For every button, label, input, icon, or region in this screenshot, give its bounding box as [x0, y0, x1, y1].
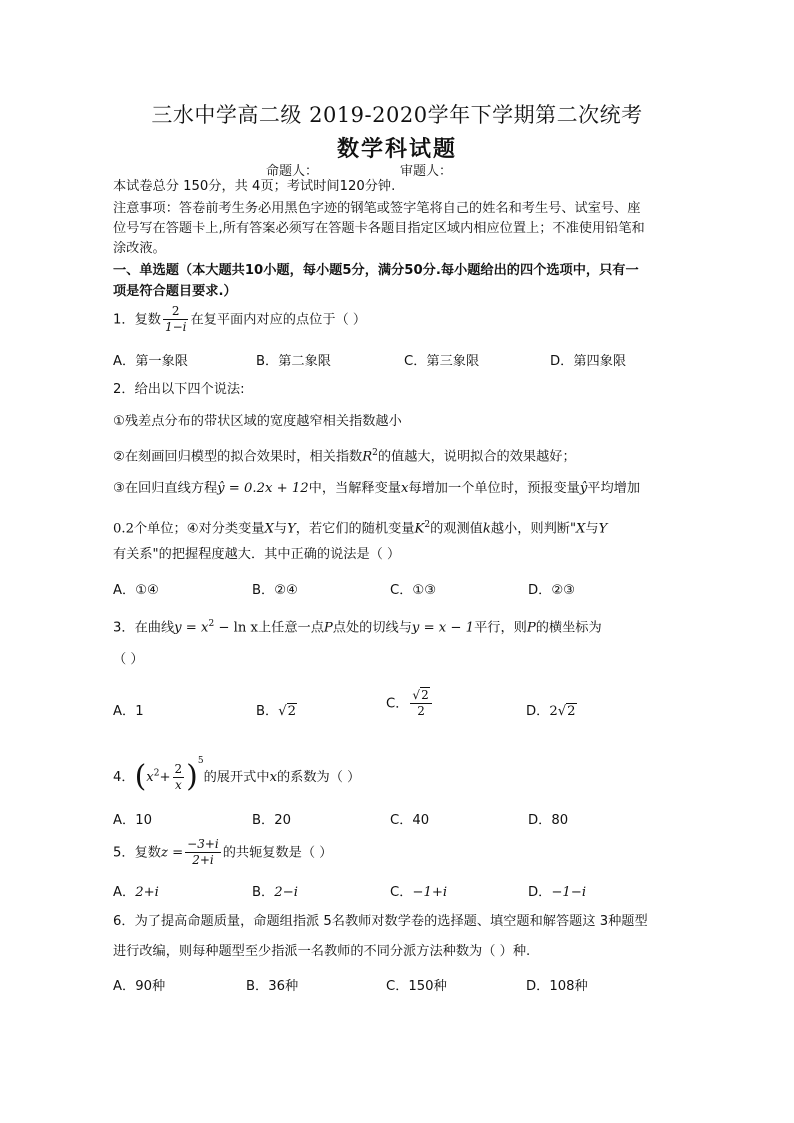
q5-option-c-value: −1+i — [412, 885, 448, 900]
q5-fraction — [185, 837, 221, 868]
q1-prefix: 1．复数 — [113, 312, 161, 328]
q5-option-b — [252, 881, 298, 900]
q5-option-a-label: A． — [113, 885, 136, 900]
q2-s4-text-c: 越小，则判断" — [490, 521, 577, 537]
intro-notice-line1: 注意事项：答卷前考生务必用黑色字迹的钢笔或签字笔将自己的姓名和考生号、试室号、座 — [113, 201, 641, 216]
q3-prefix: 3．在曲线 — [113, 620, 175, 636]
q4-option-a: A．10 — [113, 813, 152, 828]
q2-statement-3 — [113, 480, 640, 499]
q4-left-paren: ( — [134, 758, 147, 794]
q5-option-d-label: D． — [528, 885, 552, 900]
section-heading-line1: 一、单选题（本大题共10小题，每小题5分，满分50分.每小题给出的四个选项中，只有一 — [113, 263, 639, 278]
q3-option-b-sqrt: √2 — [278, 704, 297, 719]
q6-line-2: 进行改编，则每种题型至少指派一名教师的不同分派方法种数为（ ）种. — [113, 944, 531, 959]
q3-option-c-den: 2 — [417, 704, 425, 718]
q4-option-b: B．20 — [252, 813, 292, 828]
q5-frac-num: −3+i — [187, 837, 219, 851]
intro-notice-line2: 位号写在答题卡上,所有答案必须写在答题卡各题目指定区域内相应位置上；不准使用铅笔和 — [113, 221, 645, 236]
q4-plus: + — [159, 770, 171, 785]
q5-option-c — [390, 881, 447, 900]
q2-statement-4-cont: 有关系"的把握程度越大．其中正确的说法是（ ） — [113, 547, 401, 562]
q5-option-b-label: B． — [252, 885, 275, 900]
q3-text-1: 上任意一点 — [257, 620, 324, 636]
q2-s3-text-b: 中，当解释变量 — [308, 481, 401, 496]
q4-prefix: 4． — [113, 770, 135, 785]
q2-s3-text-a: ③在回归直线方程 — [113, 481, 218, 496]
q4-frac-num: 2 — [174, 761, 183, 776]
q5-frac-den: 2+i — [192, 853, 214, 867]
q2-s3-text-c: 每增加一个单位时，预报变量 — [408, 481, 580, 496]
q4-suffix-b: 的系数为（ ） — [277, 770, 361, 785]
q5-option-a-value: 2+i — [135, 885, 159, 900]
q2-s2-var: R — [362, 449, 373, 465]
q4-option-d: D．80 — [528, 813, 569, 828]
q5-option-c-label: C． — [390, 885, 413, 900]
q3-option-b — [256, 700, 297, 719]
q2-statement-4: 0.2个单位；④对分类变量X与Y，若它们的随机变量$K^2$的观测值k越小，则判断"X与Y — [113, 520, 608, 537]
q2-s3-text-f: 个单位；④对分类变量 — [133, 521, 265, 537]
question-3: 3．在曲线$y = x^2 - \ln x$上任意一点P点处的切线与y = x − 1平行，则P的横坐标为 — [113, 619, 602, 636]
q3-option-d-coef: 2 — [549, 704, 558, 719]
q2-option-d: D．②③ — [528, 583, 575, 598]
reviewer-label: 审题人： — [400, 164, 453, 179]
section-heading-line2: 项是符合题目要求.） — [113, 284, 237, 299]
q2-s4-X2: X — [576, 521, 586, 537]
q2-s2-text-a: ②在刻画回归模型的拟合效果时，相关指数 — [113, 449, 363, 465]
q4-right-paren: ) — [186, 758, 198, 794]
q2-s3-yhat: ŷ — [579, 481, 588, 496]
q2-option-a: A．①④ — [113, 583, 159, 598]
q3-option-c-radicand: 2 — [421, 688, 429, 702]
q3-curve: y = x — [174, 620, 209, 636]
q2-s3-equation: ŷ = 0.2x + 12 — [217, 481, 309, 496]
q3-curve-tail: − ln x — [214, 620, 258, 636]
q4-exponent: 5 — [197, 756, 204, 766]
q6-line-1: 6．为了提高命题质量，命题组指派 5名教师对数学卷的选择题、填空题和解答题这 3种题型 — [113, 914, 648, 929]
q1-option-a: A．第一象限 — [113, 354, 188, 369]
q2-option-c: C．①③ — [390, 583, 437, 598]
question-5 — [113, 837, 332, 868]
q5-prefix: 5．复数 — [113, 845, 161, 861]
q2-s4-X: X — [264, 521, 274, 537]
q3-option-d — [526, 700, 577, 719]
q5-z: z = — [160, 845, 184, 861]
q3-text-3: 平行，则 — [474, 620, 527, 636]
q5-option-b-value: 2−i — [274, 885, 298, 900]
q3-option-d-sqrt: √2 — [557, 704, 576, 719]
q3-option-c — [386, 688, 434, 719]
q2-stem: 2．给出以下四个说法: — [113, 382, 245, 397]
q6-option-a: A．90种 — [113, 979, 166, 994]
q6-option-d: D．108种 — [526, 979, 588, 994]
q1-suffix: 在复平面内对应的点位于（ ） — [190, 312, 367, 328]
q3-text-2: 点处的切线与 — [332, 620, 412, 636]
q3-text-4: 的横坐标为 — [535, 620, 602, 636]
q2-s4-text-a: ，若它们的随机变量 — [295, 521, 415, 537]
q5-option-d — [528, 881, 586, 900]
q1-frac-num: 2 — [163, 304, 189, 320]
q2-s3-x: x — [400, 481, 409, 496]
q1-option-d: D．第四象限 — [550, 354, 627, 369]
q3-point-p: P — [323, 620, 333, 636]
intro-total: 本试卷总分 150分，共 4页；考试时间120分钟. — [113, 179, 396, 194]
q3-option-c-fraction — [410, 688, 431, 719]
q3-line: y = x − 1 — [411, 620, 475, 636]
question-4: 4．($x^2+$ $\frac{2}{x}$ )$^5$的展开式中x的系数为（ ） — [113, 756, 361, 794]
q6-option-b: B．36种 — [246, 979, 299, 994]
q3-option-d-label: D． — [526, 704, 550, 719]
q1-frac-den: 1−i — [164, 320, 187, 334]
exam-subtitle: 数学科试题 — [336, 137, 457, 162]
q3-option-d-radicand: 2 — [567, 704, 576, 719]
q2-s4-k: k — [482, 521, 491, 537]
q2-s4-Y: Y — [287, 521, 296, 537]
q2-s3-text-d: 平均增加 — [587, 481, 641, 496]
q5-option-d-value: −1−i — [551, 885, 587, 900]
q4-x-term: x — [146, 770, 154, 785]
q5-option-a — [113, 881, 159, 900]
q6-option-c: C．150种 — [386, 979, 447, 994]
q4-fraction — [173, 762, 185, 793]
q1-option-b: B．第二象限 — [256, 354, 331, 369]
q3-option-c-label: C． — [386, 696, 409, 712]
q2-option-b: B．②④ — [252, 583, 298, 598]
q1-option-c: C．第三象限 — [404, 354, 480, 369]
q4-option-c: C．40 — [390, 813, 430, 828]
q4-var: x — [269, 770, 277, 785]
q4-suffix-a: 的展开式中 — [203, 770, 270, 785]
q3-blank: （ ） — [113, 652, 144, 667]
q2-s4-text-b: 的观测值 — [430, 521, 483, 537]
intro-notice-line3: 涂改液。 — [113, 241, 166, 256]
setter-label: 命题人： — [266, 164, 319, 179]
q2-s4-and2: 与 — [585, 521, 599, 537]
q1-fraction — [163, 304, 189, 335]
q5-suffix: 的共轭复数是（ ） — [222, 845, 333, 861]
q2-s3-value: 0.2 — [113, 521, 134, 537]
q3-option-c-num: √2 — [410, 688, 431, 704]
q3-option-a: A．1 — [113, 704, 144, 719]
q4-frac-den: x — [174, 777, 182, 792]
q2-s4-and: 与 — [273, 521, 288, 537]
q2-s2-text-b: 的值越大，说明拟合的效果越好； — [377, 449, 576, 465]
q2-s4-K: K — [414, 521, 425, 537]
q2-s4-Y2: Y — [598, 521, 608, 537]
q2-statement-2: ②在刻画回归模型的拟合效果时，相关指数$R^2$的值越大，说明拟合的效果越好； — [113, 448, 576, 465]
question-1 — [113, 304, 366, 335]
q3-option-b-label: B． — [256, 704, 279, 719]
q3-point-p2: P — [526, 620, 536, 636]
q3-option-b-radicand: 2 — [287, 704, 297, 719]
exam-title: 三水中学高二级 2019-2020学年下学期第二次统考 — [151, 103, 643, 127]
q2-statement-1: ①残差点分布的带状区域的宽度越窄相关指数越小 — [113, 414, 402, 429]
